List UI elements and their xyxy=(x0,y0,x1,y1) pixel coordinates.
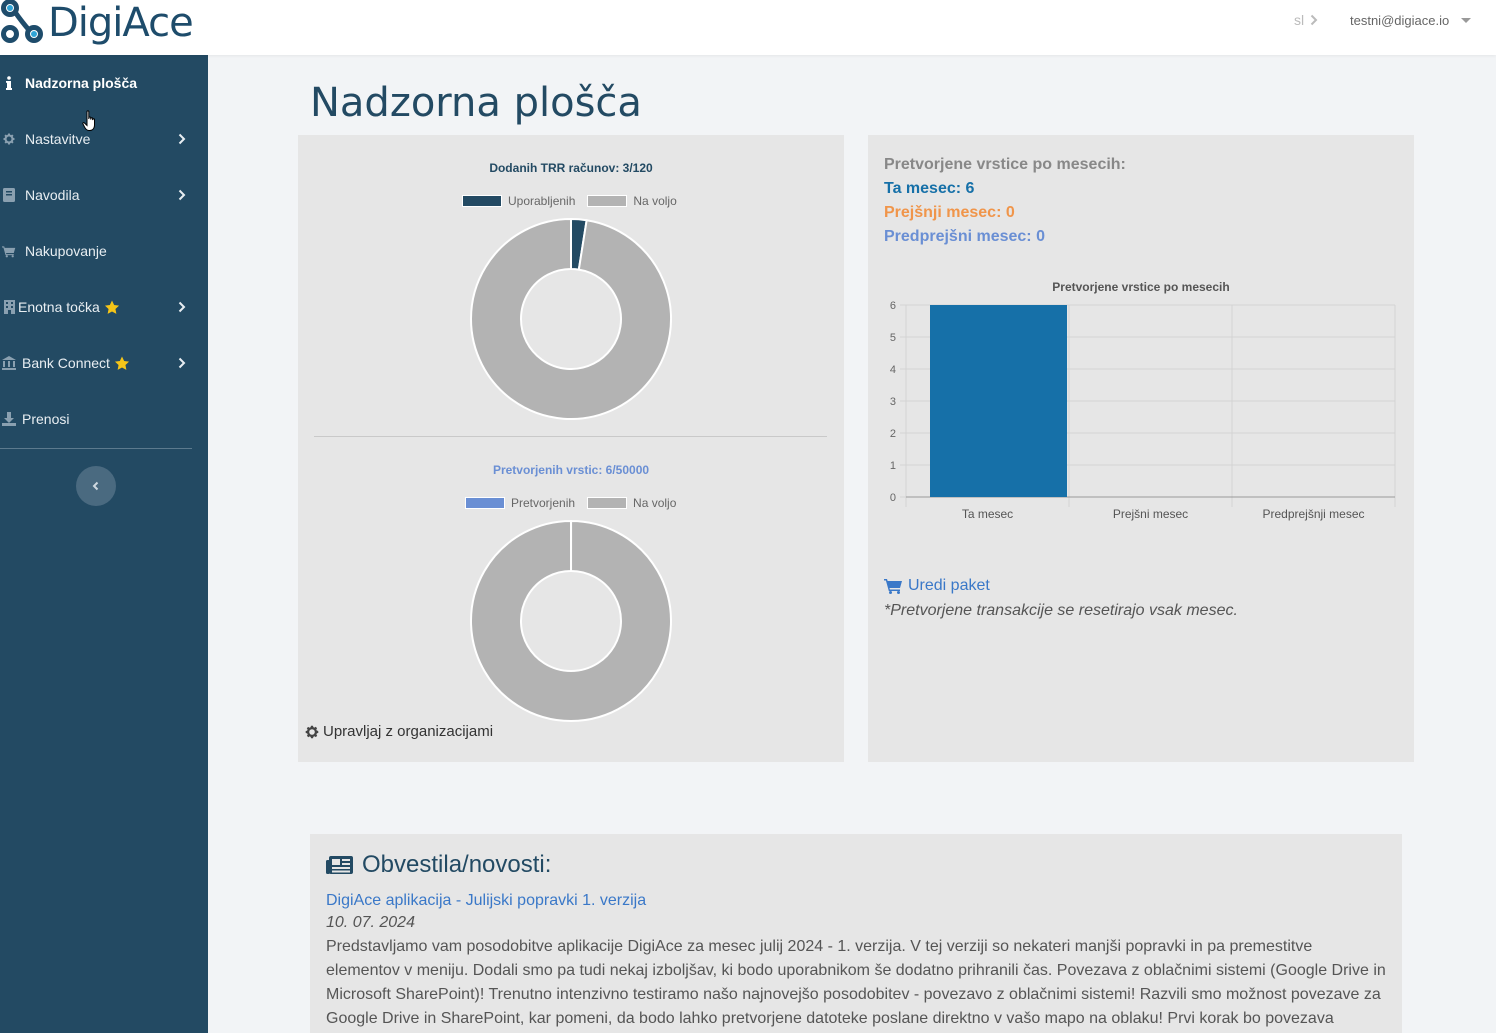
monthly-stats xyxy=(884,153,1126,249)
language-selector[interactable] xyxy=(1294,12,1318,28)
sidebar-item-text: Navodila xyxy=(25,187,80,203)
sidebar-item-label xyxy=(25,187,79,203)
sidebar-item-nastavitve[interactable] xyxy=(0,111,208,167)
news-item-date: 10. 07. 2024 xyxy=(326,914,415,931)
chevron-right-icon xyxy=(178,357,186,369)
bar-0 xyxy=(930,305,1067,497)
language-code: sl xyxy=(1294,12,1305,28)
monthly-bar-chart xyxy=(868,275,1414,525)
chevron-right-icon xyxy=(178,189,186,201)
news-item-body: Predstavljamo vam posodobitve aplikacije DigiAce za mesec julij 2024 - 1. verzija. V tej verziji so nekateri manjši popravki in pa premestitve elementov v meniju. Dodali smo pa tudi nekaj izboljšav, ki bodo uporabnikom še dodatno prihranili čas. Povezava z oblačnimi sistemi (Google Drive in Microsoft SharePoint)! Trenutno intenzivno testiramo našo najnovejšo posodobitev - povezavo z oblačnimi sistemi! Razvili smo možnost povezave za Google Drive in SharePoint, kar pomeni, da bodo lahko pretvorjene datoteke poslane direktno v vašo mapo na oblaku! Prvi korak bo povezava xyxy=(326,938,1386,1027)
sidebar-item-text: Nastavitve xyxy=(25,131,91,147)
bank-icon xyxy=(2,356,16,370)
chevron-left-icon xyxy=(92,481,100,491)
top-bar xyxy=(0,0,1496,55)
y-tick-label: 3 xyxy=(889,396,896,408)
building-icon xyxy=(2,300,16,314)
stat-before-last-month: Predprejšni mesec: 0 xyxy=(884,228,1045,245)
cart-icon xyxy=(884,578,903,594)
sidebar-item-label xyxy=(25,75,137,91)
sidebar-item-label xyxy=(22,355,130,371)
sidebar-item-text: Prenosi xyxy=(22,411,70,427)
page-title: Nadzorna plošča xyxy=(310,80,642,126)
user-menu[interactable] xyxy=(1350,13,1471,28)
sidebar-item-text: Bank Connect xyxy=(22,355,110,371)
cart-icon xyxy=(2,244,16,258)
donut-slice-1 xyxy=(471,521,671,721)
bar-chart-title: Pretvorjene vrstice po mesecih xyxy=(1052,280,1230,294)
news-heading xyxy=(326,850,1386,880)
edit-package-label: Uredi paket xyxy=(908,577,990,594)
legend-swatch-converted xyxy=(465,497,505,509)
edit-package-link[interactable] xyxy=(884,577,990,595)
donut-slice-1 xyxy=(471,219,671,419)
star-icon xyxy=(114,356,130,371)
newspaper-icon xyxy=(326,855,354,875)
rows-chart-legend xyxy=(465,496,676,510)
sidebar xyxy=(0,55,208,1033)
sidebar-item-navodila[interactable] xyxy=(0,167,208,223)
book-icon xyxy=(2,188,16,202)
x-tick-label: Predprejšnji mesec xyxy=(1262,507,1365,521)
download-icon xyxy=(2,412,16,426)
news-title: Obvestila/novosti: xyxy=(362,851,552,878)
sidebar-item-text: Nadzorna plošča xyxy=(25,75,138,91)
sidebar-item-label xyxy=(18,299,120,315)
legend-label-available: Na voljo xyxy=(633,194,677,208)
y-tick-label: 4 xyxy=(889,364,896,376)
gear-icon xyxy=(304,724,320,740)
y-tick-label: 0 xyxy=(889,492,896,504)
news-panel xyxy=(310,834,1402,1033)
sidebar-item-nakupovanje[interactable] xyxy=(0,223,208,279)
y-tick-label: 6 xyxy=(889,300,896,312)
gear-icon xyxy=(2,132,16,146)
y-tick-label: 1 xyxy=(889,460,896,472)
x-tick-label: Prejšni mesec xyxy=(1112,507,1189,521)
hand-cursor-icon xyxy=(82,110,98,132)
legend-swatch-available xyxy=(587,497,627,509)
logo-mark-icon xyxy=(0,0,46,45)
sidebar-item-prenosi[interactable] xyxy=(0,391,208,447)
sidebar-item-bank-connect[interactable] xyxy=(0,335,208,391)
accounts-chart-title: Dodanih TRR računov: 3/120 xyxy=(489,161,653,175)
chevron-right-icon xyxy=(1310,14,1318,26)
sidebar-item-label xyxy=(25,131,90,147)
star-icon xyxy=(104,300,120,315)
stat-this-month: Ta mesec: 6 xyxy=(884,180,975,197)
info-icon xyxy=(2,76,16,90)
y-tick-label: 2 xyxy=(889,428,896,440)
sidebar-divider xyxy=(0,448,192,449)
collapse-sidebar-button[interactable] xyxy=(76,466,116,506)
legend-label-used: Uporabljenih xyxy=(508,194,576,208)
accounts-chart-legend xyxy=(462,194,677,208)
user-email: testni@digiace.io xyxy=(1350,13,1450,28)
panel-divider xyxy=(314,436,827,437)
rows-chart-title: Pretvorjenih vrstic: 6/50000 xyxy=(492,463,650,477)
sidebar-item-text: Enotna točka xyxy=(18,299,100,315)
legend-swatch-available xyxy=(587,195,627,207)
stats-heading: Pretvorjene vrstice po mesecih: xyxy=(884,156,1126,173)
sidebar-item-enotna-tocka[interactable] xyxy=(0,279,208,335)
caret-down-icon xyxy=(1461,18,1471,23)
chevron-right-icon xyxy=(178,301,186,313)
news-item-link[interactable]: DigiAce aplikacija - Julijski popravki 1. verzija xyxy=(326,892,647,909)
stat-last-month: Prejšnji mesec: 0 xyxy=(884,204,1015,221)
legend-label-available: Na voljo xyxy=(633,496,677,510)
sidebar-item-label xyxy=(22,411,69,427)
legend-swatch-used xyxy=(462,195,502,207)
sidebar-item-nadzorna-plosca[interactable] xyxy=(0,55,208,111)
accounts-donut-chart xyxy=(470,218,672,420)
usage-panel xyxy=(298,135,844,762)
legend-label-converted: Pretvorjenih xyxy=(511,496,576,510)
chevron-right-icon xyxy=(178,133,186,145)
reset-note: *Pretvorjene transakcije se resetirajo vsak mesec. xyxy=(884,602,1238,619)
logo[interactable] xyxy=(0,0,193,45)
x-tick-label: Ta mesec xyxy=(961,507,1014,521)
manage-organizations-label: Upravljaj z organizacijami xyxy=(323,723,494,740)
y-tick-label: 5 xyxy=(889,332,896,344)
sidebar-item-text: Nakupovanje xyxy=(25,243,107,259)
logo-text: DigiAce xyxy=(48,0,193,46)
sidebar-nav xyxy=(0,55,208,447)
rows-donut-chart xyxy=(470,520,672,722)
sidebar-item-label xyxy=(25,243,107,259)
monthly-panel xyxy=(868,135,1414,762)
manage-organizations-link[interactable] xyxy=(304,723,493,740)
